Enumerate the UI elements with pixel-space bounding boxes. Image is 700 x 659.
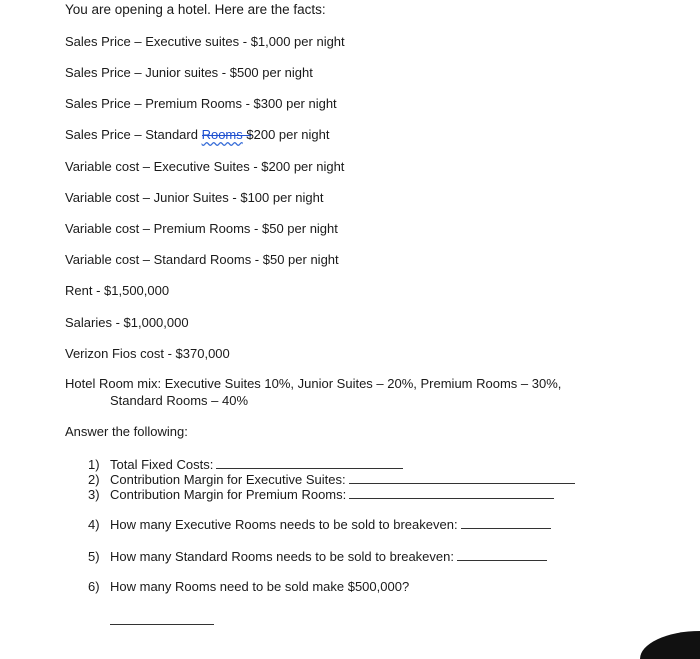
question-text: Contribution Margin for Premium Rooms: [110, 487, 347, 502]
answer-heading: Answer the following: [65, 424, 188, 439]
fact-sales-price-executive: Sales Price – Executive suites - $1,000 per night [65, 34, 345, 49]
fact-sales-price-premium: Sales Price – Premium Rooms - $300 per night [65, 96, 337, 111]
fact-standard-prefix: Sales Price – Standard [65, 127, 202, 142]
page-corner-shadow [640, 631, 700, 659]
struck-word: Rooms [201, 127, 243, 142]
question-6 [88, 579, 409, 595]
fact-sales-price-junior: Sales Price – Junior suites - $500 per night [65, 65, 313, 80]
room-mix-line-1: Hotel Room mix: Executive Suites 10%, Junior Suites – 20%, Premium Rooms – 30%, [65, 376, 562, 391]
question-number: 6) [88, 579, 100, 594]
fact-variable-cost-standard: Variable cost – Standard Rooms - $50 per night [65, 252, 339, 267]
question-number: 1) [88, 457, 100, 472]
question-text: How many Rooms need to be sold make $500,000? [110, 579, 410, 594]
question-number: 2) [88, 472, 100, 487]
question-3 [88, 486, 554, 503]
fact-rent: Rent - $1,500,000 [65, 283, 170, 298]
question-4 [88, 516, 551, 533]
question-text: How many Executive Rooms needs to be sold to breakeven: [110, 517, 458, 532]
fact-variable-cost-premium: Variable cost – Premium Rooms - $50 per night [65, 221, 338, 236]
question-text: Contribution Margin for Executive Suites: [110, 472, 346, 487]
question-number: 4) [88, 517, 100, 532]
answer-blank[interactable] [349, 471, 575, 484]
fact-sales-price-standard [65, 127, 330, 143]
fact-verizon-fios: Verizon Fios cost - $370,000 [65, 346, 230, 361]
answer-blank[interactable] [349, 486, 554, 499]
question-6-answer-blank[interactable] [110, 612, 214, 625]
fact-standard-suffix: $200 per night [242, 127, 330, 142]
fact-salaries: Salaries - $1,000,000 [65, 315, 189, 330]
room-mix-line-2: Standard Rooms – 40% [110, 393, 249, 408]
question-number: 3) [88, 487, 100, 502]
question-number: 5) [88, 549, 100, 564]
answer-blank[interactable] [457, 548, 547, 561]
fact-variable-cost-junior: Variable cost – Junior Suites - $100 per night [65, 190, 324, 205]
question-5 [88, 548, 547, 565]
question-text: How many Standard Rooms needs to be sold to breakeven: [110, 549, 454, 564]
fact-variable-cost-executive: Variable cost – Executive Suites - $200 per night [65, 159, 345, 174]
answer-blank[interactable] [461, 516, 551, 529]
question-text: Total Fixed Costs: [110, 457, 214, 472]
answer-blank[interactable] [216, 456, 403, 469]
intro-heading: You are opening a hotel. Here are the facts: [65, 2, 326, 17]
